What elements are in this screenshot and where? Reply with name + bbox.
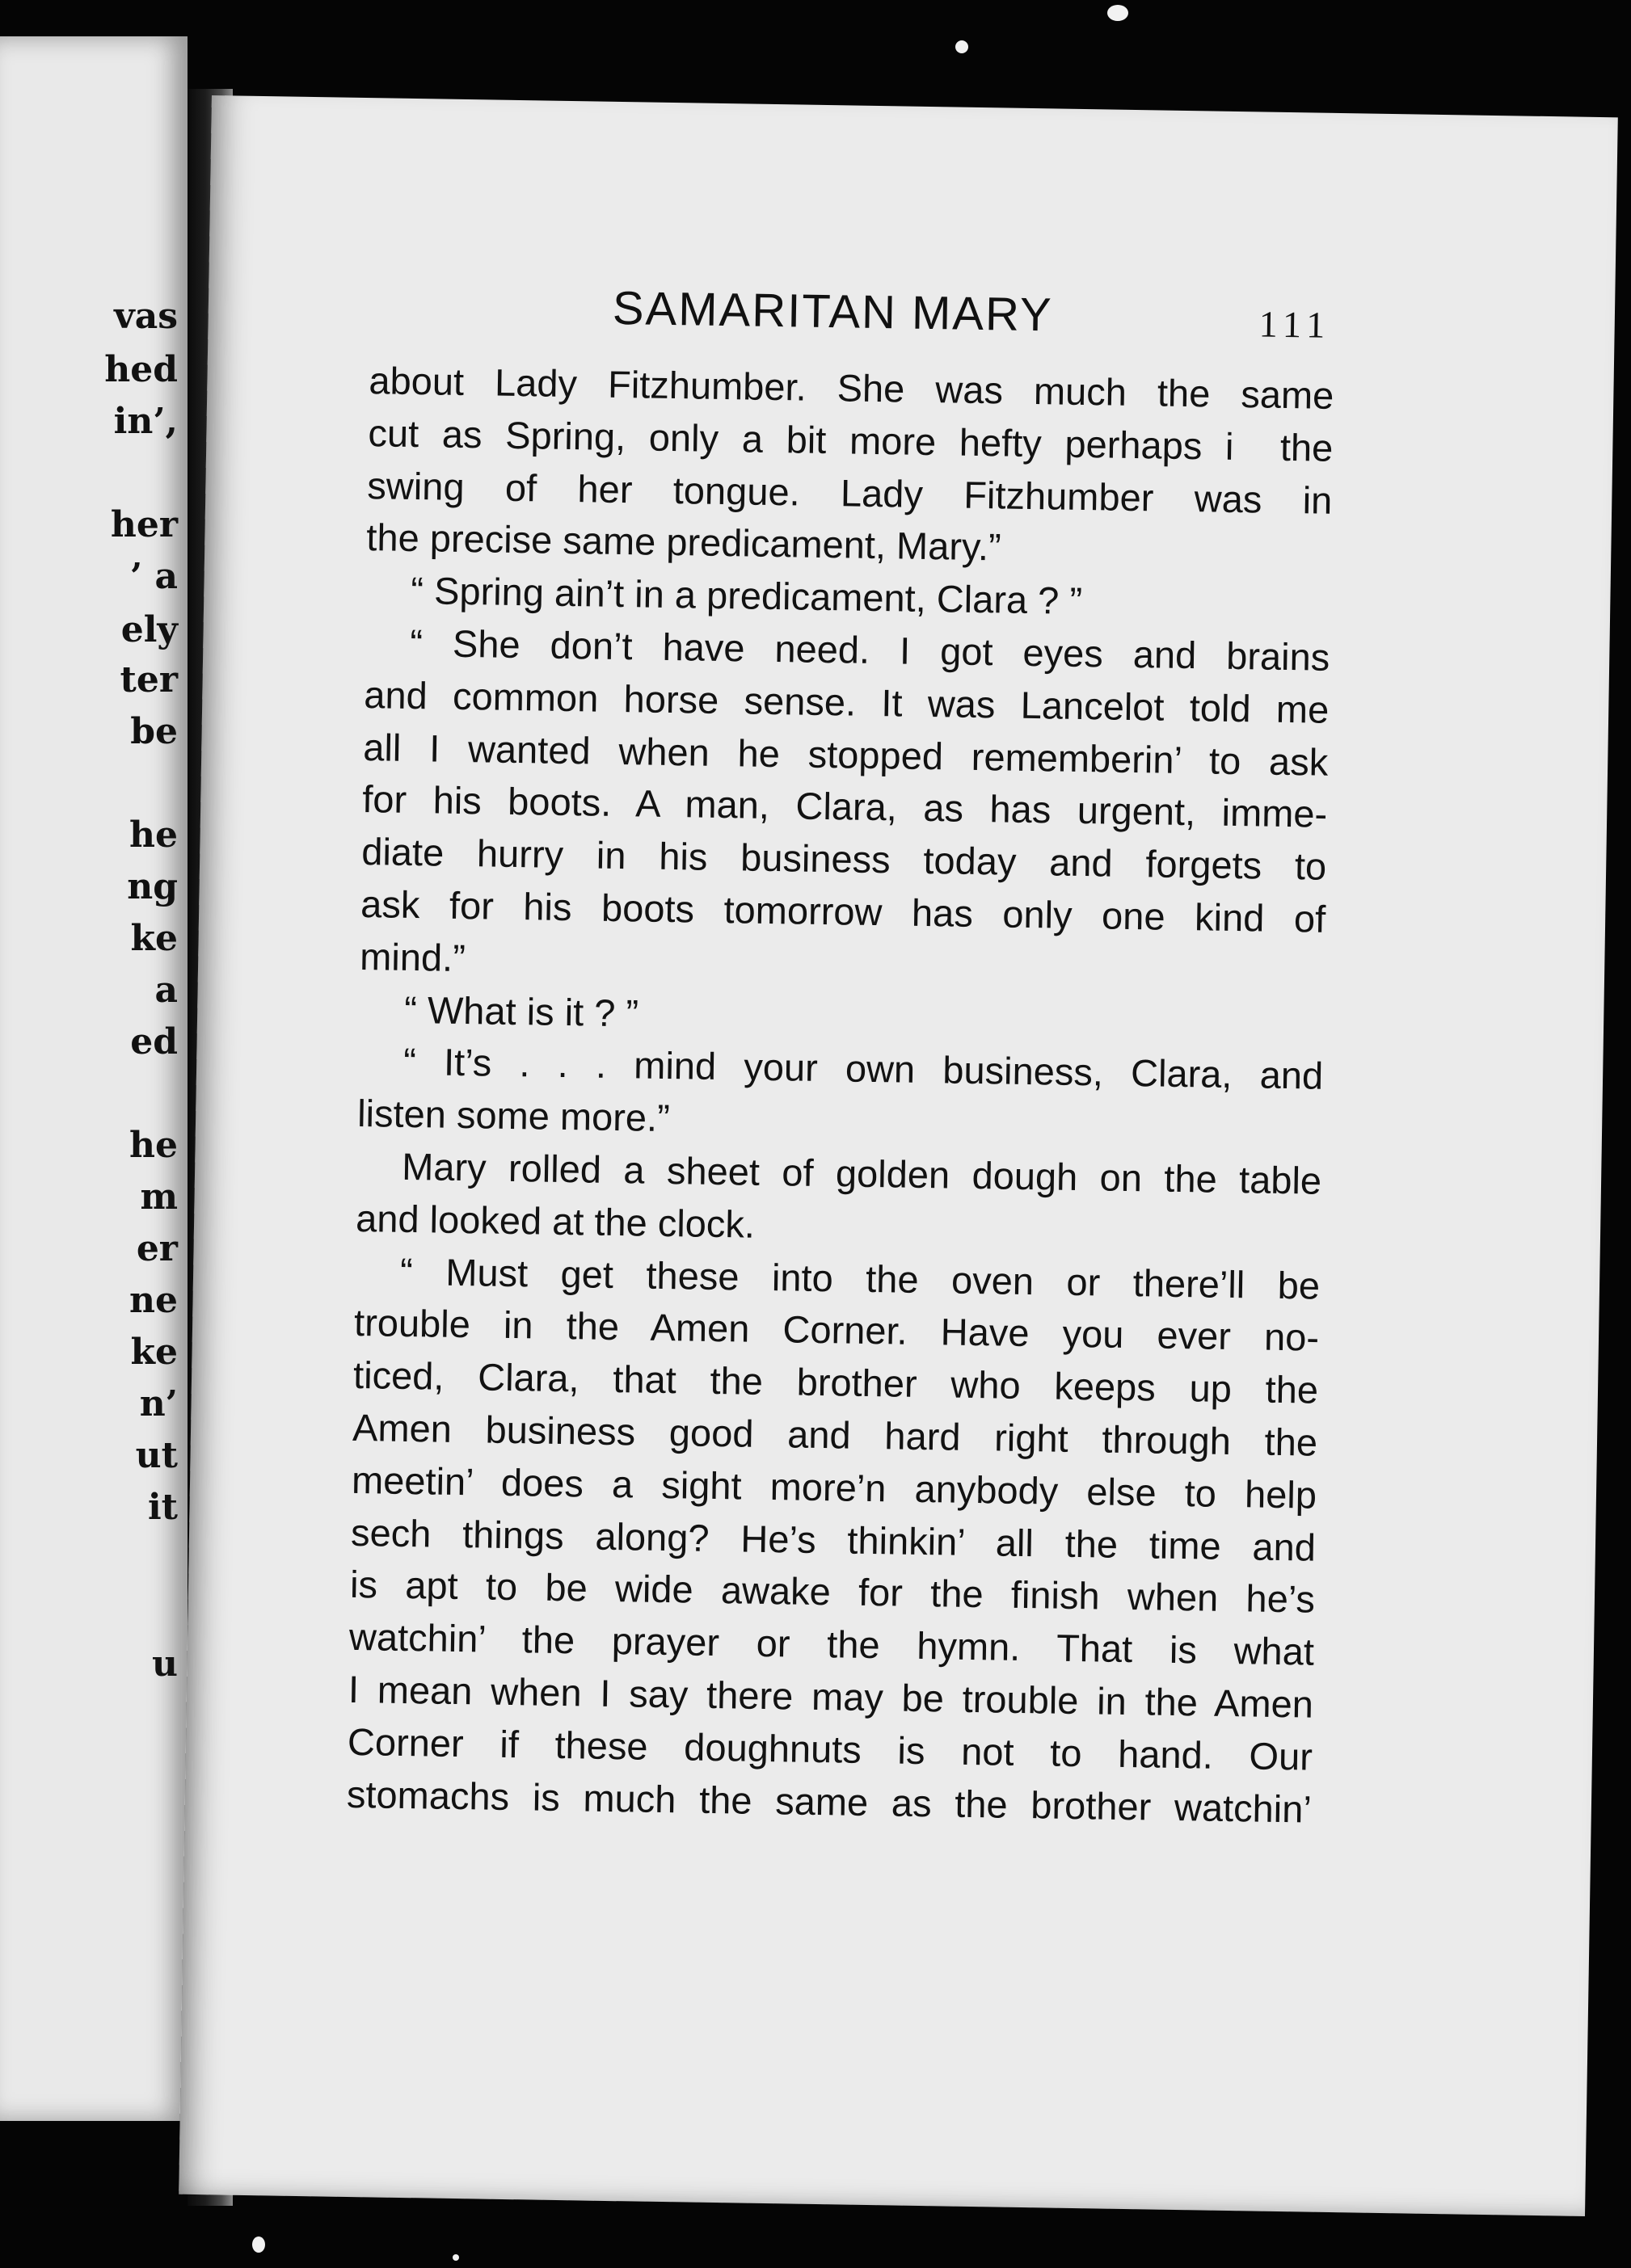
- previous-page-text-fragment: ed: [130, 1021, 178, 1062]
- text-line: Amen business good and hard right through the: [352, 1405, 1318, 1464]
- previous-page-text-fragment: ’ a: [129, 556, 178, 597]
- text-line: listen some more.”: [356, 1092, 671, 1140]
- text-line: ask for his boots tomorrow has only one kind of: [360, 882, 1326, 940]
- text-line: for his boots. A man, Clara, as has urgent, imme-: [361, 777, 1328, 836]
- page-number: 111: [1258, 303, 1332, 346]
- previous-page-text-fragment: he: [129, 1125, 178, 1166]
- text-line: Corner if these doughnuts is not to hand. Our: [347, 1719, 1313, 1778]
- previous-page-text-fragment: ke: [130, 918, 178, 959]
- text-line: all I wanted when he stopped rememberin’ to ask: [362, 725, 1329, 784]
- previous-page-text-fragment: her: [110, 504, 178, 545]
- scan-speck: [252, 2236, 265, 2253]
- text-line: the precise same predicament, Mary.”: [366, 515, 1002, 569]
- previous-page-text-fragment: ut: [135, 1435, 178, 1476]
- text-line: mind.”: [359, 934, 466, 979]
- text-line: ticed, Clara, that the brother who keeps up the: [352, 1353, 1319, 1412]
- previous-page-text-fragment: hed: [104, 349, 178, 390]
- text-line: stomachs is much the same as the brother watchin’: [346, 1772, 1313, 1831]
- previous-page-text-fragment: u: [152, 1643, 178, 1685]
- book-page: [179, 95, 1618, 2216]
- previous-page-text-fragment: ke: [130, 1332, 178, 1373]
- text-line: “ What is it ? ”: [403, 987, 639, 1034]
- previous-page-text-fragment: ne: [129, 1280, 178, 1321]
- scan-speck: [1107, 5, 1128, 21]
- previous-page-text-fragment: ely: [120, 609, 178, 650]
- text-line: “ Spring ain’t in a predicament, Clara ? ”: [410, 569, 1083, 623]
- scan-speck: [453, 2254, 459, 2261]
- text-line: is apt to be wide awake for the finish when he’s: [349, 1563, 1316, 1621]
- text-line: cut as Spring, only a bit more hefty perhaps i the: [368, 410, 1334, 469]
- previous-page-text-fragment: a: [154, 970, 178, 1011]
- text-line: “ It’s . . . mind your own business, Clara, and: [402, 1040, 1324, 1098]
- text-line: meetin’ does a sight more’n anybody else to help: [351, 1458, 1317, 1517]
- text-line: and looked at the clock.: [355, 1196, 756, 1246]
- previous-page-text-fragment: m: [140, 1176, 178, 1218]
- running-head-title: SAMARITAN MARY: [612, 281, 1054, 342]
- previous-page-text-fragment: in’,: [113, 401, 178, 442]
- previous-page-text-fragment: n’: [139, 1383, 178, 1424]
- text-line: watchin’ the prayer or the hymn. That is what: [348, 1615, 1315, 1673]
- scan-speck: [955, 40, 968, 53]
- running-head: [208, 275, 1615, 353]
- text-line: “ She don’t have need. I got eyes and brains: [409, 621, 1330, 679]
- previous-page-text-fragment: he: [129, 814, 178, 856]
- text-line: Mary rolled a sheet of golden dough on the table: [401, 1144, 1322, 1202]
- previous-page-edge: [0, 36, 188, 2121]
- previous-page-text-fragment: ter: [120, 659, 178, 701]
- previous-page-text-fragment: be: [130, 711, 178, 752]
- body-text: [346, 355, 1334, 1836]
- text-line: I mean when I say there may be trouble in the Amen: [348, 1667, 1314, 1726]
- text-line: trouble in the Amen Corner. Have you ever no-: [353, 1301, 1320, 1360]
- text-line: “ Must get these into the oven or there’ll be: [399, 1249, 1321, 1307]
- text-line: about Lady Fitzhumber. She was much the same: [369, 359, 1334, 417]
- text-line: diate hurry in his business today and forgets to: [360, 830, 1327, 888]
- text-line: sech things along? He’s thinkin’ all the time and: [350, 1510, 1317, 1569]
- previous-page-text-fragment: vas: [114, 296, 178, 337]
- previous-page-text-fragment: er: [136, 1228, 178, 1269]
- previous-page-text-fragment: ng: [127, 866, 178, 907]
- previous-page-text-fragment: it: [147, 1487, 178, 1528]
- text-line: swing of her tongue. Lady Fitzhumber was in: [367, 463, 1333, 522]
- text-line: and common horse sense. It was Lancelot told me: [363, 672, 1330, 731]
